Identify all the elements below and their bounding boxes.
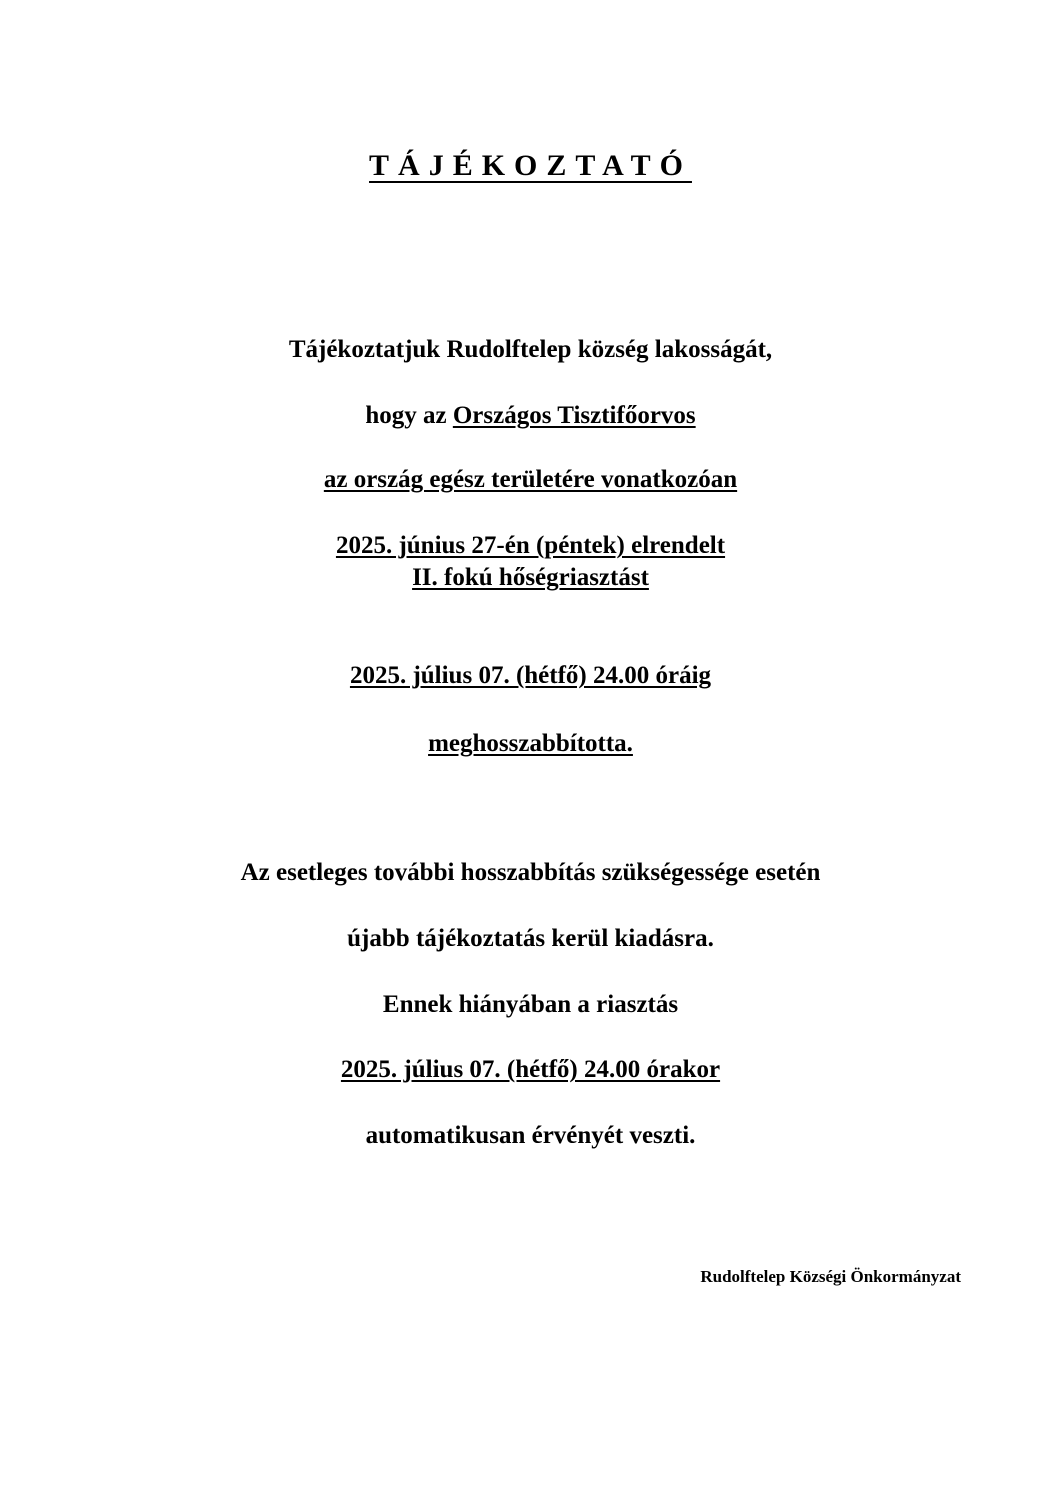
chief-medical-officer: Országos Tisztifőorvos: [452, 402, 696, 429]
body-line-5: [0, 563, 1061, 593]
notice-title: TÁJÉKOZTATÓ: [369, 149, 692, 182]
body-line-8: Az esetleges további hosszabbítás szükségessége esetén: [240, 859, 821, 886]
notice-title-line: [0, 148, 1061, 184]
body-line-6: [0, 661, 1061, 691]
body-line-4: [0, 531, 1061, 561]
body-line-2: [0, 401, 1061, 431]
body-line-7: [0, 729, 1061, 759]
body-line-11: [0, 1055, 1061, 1085]
body-line-9: újabb tájékoztatás kerül kiadásra.: [347, 925, 714, 952]
heat-alert-level: II. fokú hőségriasztást: [412, 564, 649, 591]
extended-word: meghosszabbította.: [428, 730, 633, 757]
body-line-12: automatikusan érvényét veszti.: [365, 1122, 696, 1149]
body-line-1: Tájékoztatjuk Rudolftelep község lakosságát,: [288, 336, 773, 363]
body-line-2-prefix: hogy az: [365, 402, 453, 429]
signature: Rudolftelep Községi Önkormányzat: [700, 1267, 961, 1286]
body-line-10: Ennek hiányában a riasztás: [382, 991, 679, 1018]
expiry-time: 2025. július 07. (hétfő) 24.00 órakor: [340, 1056, 721, 1083]
body-line-3-text: az ország egész területére vonatkozóan: [323, 466, 738, 493]
order-date: 2025. június 27-én (péntek) elrendelt: [335, 532, 726, 559]
extension-until: 2025. július 07. (hétfő) 24.00 óráig: [349, 662, 712, 689]
body-line-3: [0, 465, 1061, 495]
